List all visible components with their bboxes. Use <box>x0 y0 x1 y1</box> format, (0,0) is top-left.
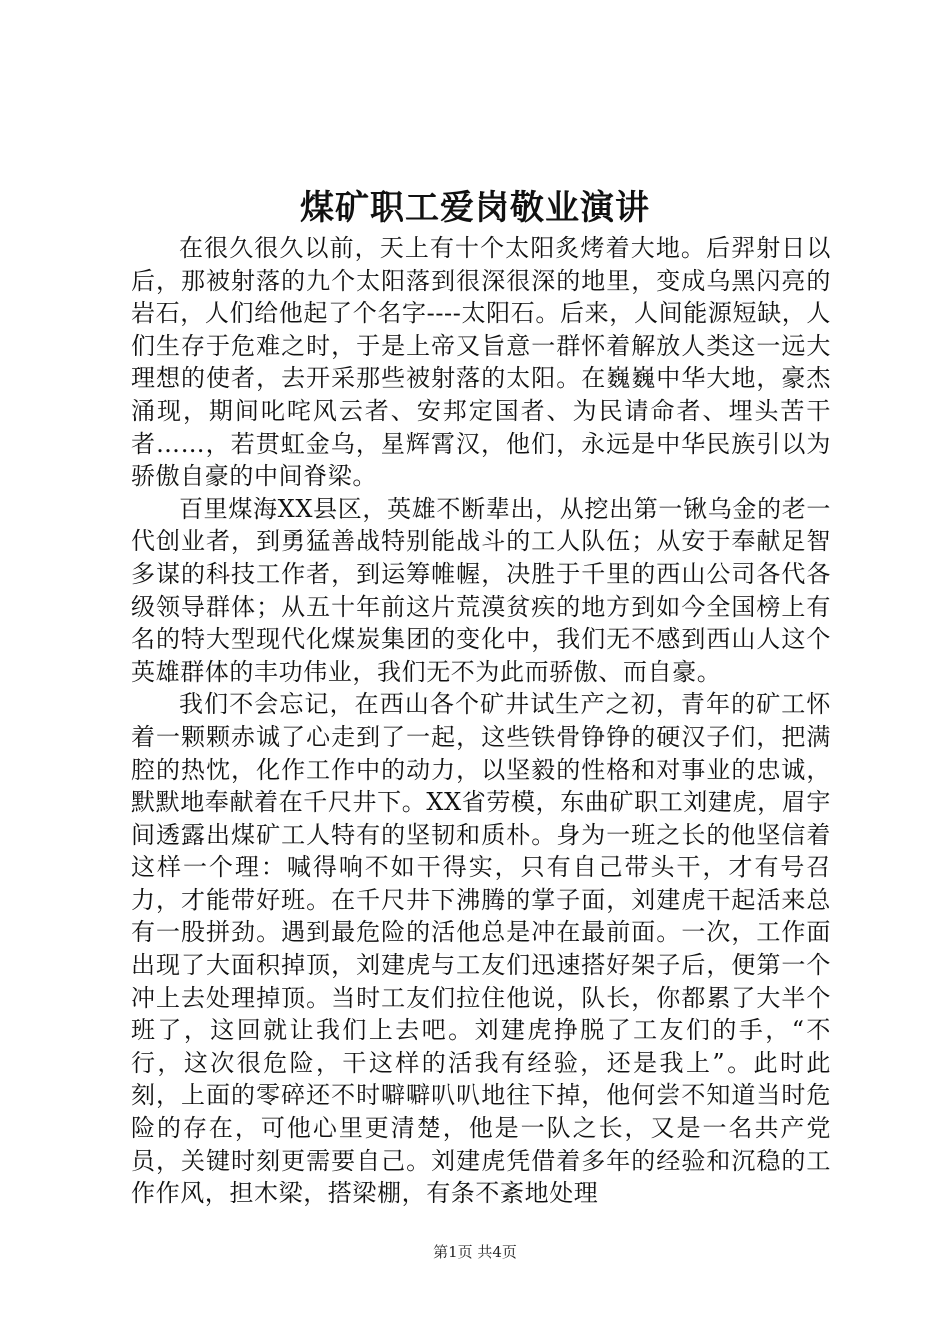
document-body <box>131 232 831 1210</box>
page-number-footer: 第1页 共4页 <box>433 1243 517 1261</box>
body-paragraph: 我们不会忘记，在西山各个矿井试生产之初，青年的矿工怀着一颗颗赤诚了心走到了一起，这些铁骨铮铮的硬汉子们，把满腔的热忱，化作工作中的动力，以坚毅的性格和对事业的忠诚，默默地奉献着在千尺井下。XX省劳模，东曲矿职工刘建虎，眉宇间透露出煤矿工人特有的坚韧和质朴。身为一班之长的他坚信着这样一个理：喊得响不如干得实，只有自己带头干，才有号召力，才能带好班。在千尺井下沸腾的掌子面，刘建虎干起活来总有一股拼劲。遇到最危险的活他总是冲在最前面。一次，工作面出现了大面积掉顶，刘建虎与工友们迅速搭好架子后，便第一个冲上去处理掉顶。当时工友们拉住他说，队长，你都累了大半个班了，这回就让我们上去吧。刘建虎挣脱了工友们的手，“不行，这次很危险，干这样的活我有经验，还是我上”。此时此刻，上面的零碎还不时噼噼叭叭地往下掉，他何尝不知道当时危险的存在，可他心里更清楚，他是一队之长，又是一名共产党员，关键时刻更需要自己。刘建虎凭借着多年的经验和沉稳的工作作风，担木梁，搭梁棚，有条不紊地处理 <box>131 690 831 1208</box>
body-paragraph: 在很久很久以前，天上有十个太阳炙烤着大地。后羿射日以后，那被射落的九个太阳落到很深很深的地里，变成乌黑闪亮的岩石，人们给他起了个名字----太阳石。后来，人间能源短缺，人们生存于危难之时，于是上帝又旨意一群怀着解放人类这一远大理想的使者，去开采那些被射落的太阳。在巍巍中华大地，豪杰涌现，期间叱咤风云者、安邦定国者、为民请命者、埋头苦干者……，若贯虹金乌，星辉霄汉，他们，永远是中华民族引以为骄傲自豪的中间脊梁。 <box>131 234 831 491</box>
body-paragraph: 百里煤海XX县区，英雄不断辈出，从挖出第一锹乌金的老一代创业者，到勇猛善战特别能战斗的工人队伍；从安于奉献足智多谋的科技工作者，到运筹帷幄，决胜于千里的西山公司各代各级领导群体；从五十年前这片荒漠贫疾的地方到如今全国榜上有名的特大型现代化煤炭集团的变化中，我们无不感到西山人这个英雄群体的丰功伟业，我们无不为此而骄傲、而自豪。 <box>131 494 831 686</box>
document-title: 煤矿职工爱岗敬业演讲 <box>300 188 650 228</box>
